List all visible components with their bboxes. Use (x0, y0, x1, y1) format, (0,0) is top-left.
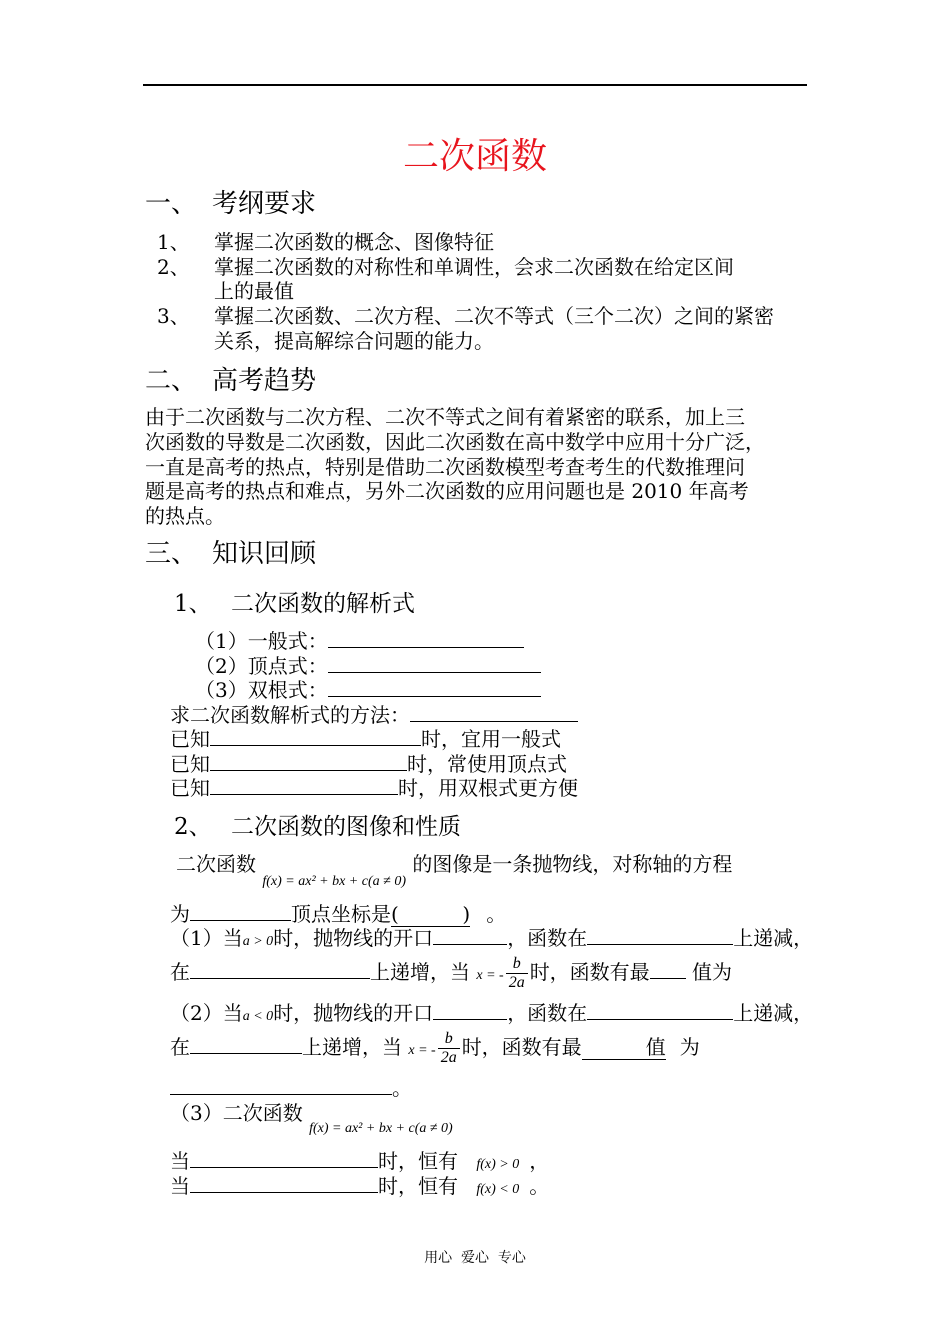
fraction-numerator: b (512, 955, 521, 972)
section-3-heading: 知识回顾 (212, 539, 317, 569)
f-x-greater-than-zero: f(x) > 0 (476, 1157, 520, 1172)
subsection-1-heading: 二次函数的解析式 (231, 591, 415, 617)
comma: ， (529, 1149, 550, 1173)
list-item-text: 掌握二次函数、二次方程、二次不等式（三个二次）之间的紧密 (214, 304, 774, 328)
negative-condition-line (170, 1170, 549, 1199)
case-text: 时，恒有 (378, 1149, 458, 1173)
fill-blank[interactable] (587, 1001, 733, 1020)
fill-blank[interactable] (210, 752, 407, 771)
case-label: （1）当 (170, 926, 243, 950)
paragraph-line: 题是高考的热点和难点，另外二次函数的应用问题也是 2010 年高考 (145, 479, 749, 503)
fill-blank[interactable] (433, 1001, 507, 1020)
known-case-line (170, 772, 578, 801)
list-item-text: 掌握二次函数的概念、图像特征 (214, 230, 494, 254)
fill-blank[interactable] (190, 1035, 302, 1054)
form-label: （2）顶点式： (195, 654, 328, 678)
vertex-label: 顶点坐标是 (291, 902, 391, 926)
case-a-positive-line-2 (170, 955, 732, 992)
case-a-negative-line (170, 997, 813, 1026)
f-x-less-than-zero: f(x) < 0 (476, 1182, 520, 1197)
x-equals: x = - (476, 968, 504, 983)
label-wei: 为 (170, 902, 190, 926)
known-label: 已知 (170, 727, 210, 751)
case-text: 时，抛物线的开口 (273, 926, 434, 950)
x-equals: x = - (408, 1043, 436, 1058)
label-dang: 当 (170, 1174, 190, 1198)
list-item-number: 1、 (157, 230, 190, 254)
fill-blank[interactable] (190, 902, 291, 921)
known-label: 已知 (170, 776, 210, 800)
value-blank[interactable]: 值 (582, 1035, 666, 1060)
period: 。 (529, 1174, 550, 1198)
fill-blank[interactable] (433, 926, 507, 945)
case-text: 时，宜用一般式 (421, 727, 561, 751)
case-text: 时，函数有最 (529, 960, 650, 984)
case-text: ，函数在 (507, 1001, 588, 1025)
section-1-number: 一、 (145, 189, 198, 219)
label-zai: 在 (170, 1035, 190, 1059)
case-a-positive-line (170, 922, 813, 951)
label-zai: 在 (170, 960, 190, 984)
intro-text: 二次函数 (176, 852, 256, 876)
case-text: 值为 (692, 960, 733, 984)
fill-blank[interactable] (190, 960, 370, 979)
case-text: 上递减， (733, 1001, 814, 1025)
fraction-numerator: b (444, 1030, 453, 1047)
fraction-b-over-2a (438, 1030, 460, 1067)
footer-slogan: 用心 爱心 专心 (424, 1250, 526, 1266)
fraction-b-over-2a (506, 955, 528, 992)
list-item-number: 2、 (157, 255, 190, 279)
period: 。 (392, 1076, 412, 1100)
header-rule (143, 84, 807, 86)
case-text: 时，函数有最 (461, 1035, 582, 1059)
fill-blank[interactable] (210, 776, 398, 795)
subsection-2-number: 2、 (174, 814, 212, 840)
case-text: 上递减， (733, 926, 814, 950)
paragraph-line: 由于二次函数与二次方程、二次不等式之间有着紧密的联系，加上三 (145, 405, 745, 429)
fill-blank[interactable] (328, 629, 524, 648)
form-label: （1）一般式： (195, 629, 328, 653)
fill-blank[interactable] (587, 926, 733, 945)
vertex-blank[interactable]: ( ) (391, 902, 471, 926)
fill-blank[interactable] (210, 727, 421, 746)
fill-blank[interactable] (170, 1076, 392, 1095)
section-3-number: 三、 (145, 539, 198, 569)
case-text: 时，恒有 (378, 1174, 458, 1198)
fill-blank[interactable] (328, 678, 541, 697)
case-text: 时，抛物线的开口 (273, 1001, 434, 1025)
fill-blank[interactable] (410, 703, 578, 722)
quadratic-formula: f(x) = ax² + bx + c(a ≠ 0) (262, 874, 406, 889)
fill-blank[interactable] (328, 654, 541, 673)
label-dang: 当 (170, 1149, 190, 1173)
fill-blank[interactable] (190, 1174, 378, 1193)
case-text: ，函数在 (507, 926, 588, 950)
subsection-1-number: 1、 (174, 591, 212, 617)
fill-blank[interactable] (650, 960, 686, 979)
case-text: 为 (679, 1035, 700, 1059)
method-label: 求二次函数解析式的方法： (170, 703, 410, 727)
condition-a-gt-0: a > 0 (242, 934, 274, 949)
paragraph-line: 一直是高考的热点，特别是借助二次函数模型考查考生的代数推理问 (145, 455, 745, 479)
case-text: 时，常使用顶点式 (407, 752, 567, 776)
case-text: 上递增，当 (302, 1035, 402, 1059)
subsection-2-heading: 二次函数的图像和性质 (231, 814, 461, 840)
case-text: 时，用双根式更方便 (398, 776, 578, 800)
page-title: 二次函数 (402, 136, 547, 177)
section-2-number: 二、 (145, 366, 198, 396)
list-item-text-continued: 上的最值 (214, 279, 294, 303)
quadratic-formula: f(x) = ax² + bx + c(a ≠ 0) (309, 1121, 453, 1136)
known-label: 已知 (170, 752, 210, 776)
fraction-denominator: 2a (440, 1049, 457, 1066)
list-item-text: 掌握二次函数的对称性和单调性，会求二次函数在给定区间 (214, 255, 734, 279)
fill-blank[interactable] (190, 1149, 378, 1168)
case3-label: （3）二次函数 (170, 1101, 303, 1125)
paragraph-line: 次函数的导数是二次函数，因此二次函数在高中数学中应用十分广泛， (145, 430, 765, 454)
condition-a-lt-0: a < 0 (242, 1009, 274, 1024)
form-label: （3）双根式： (195, 678, 328, 702)
case-a-negative-line-2 (170, 1030, 700, 1067)
section-1-heading: 考纲要求 (212, 189, 317, 219)
paragraph-line: 的热点。 (145, 504, 225, 528)
case-label: （2）当 (170, 1001, 243, 1025)
list-item-text-continued: 关系，提高解综合问题的能力。 (214, 329, 494, 353)
fraction-denominator: 2a (508, 974, 525, 991)
intro-tail-text: 的图像是一条抛物线，对称轴的方程 (412, 852, 733, 876)
list-item-number: 3、 (157, 304, 190, 328)
period: 。 (486, 902, 507, 926)
section-2-heading: 高考趋势 (212, 366, 317, 396)
case-text: 上递增，当 (370, 960, 470, 984)
